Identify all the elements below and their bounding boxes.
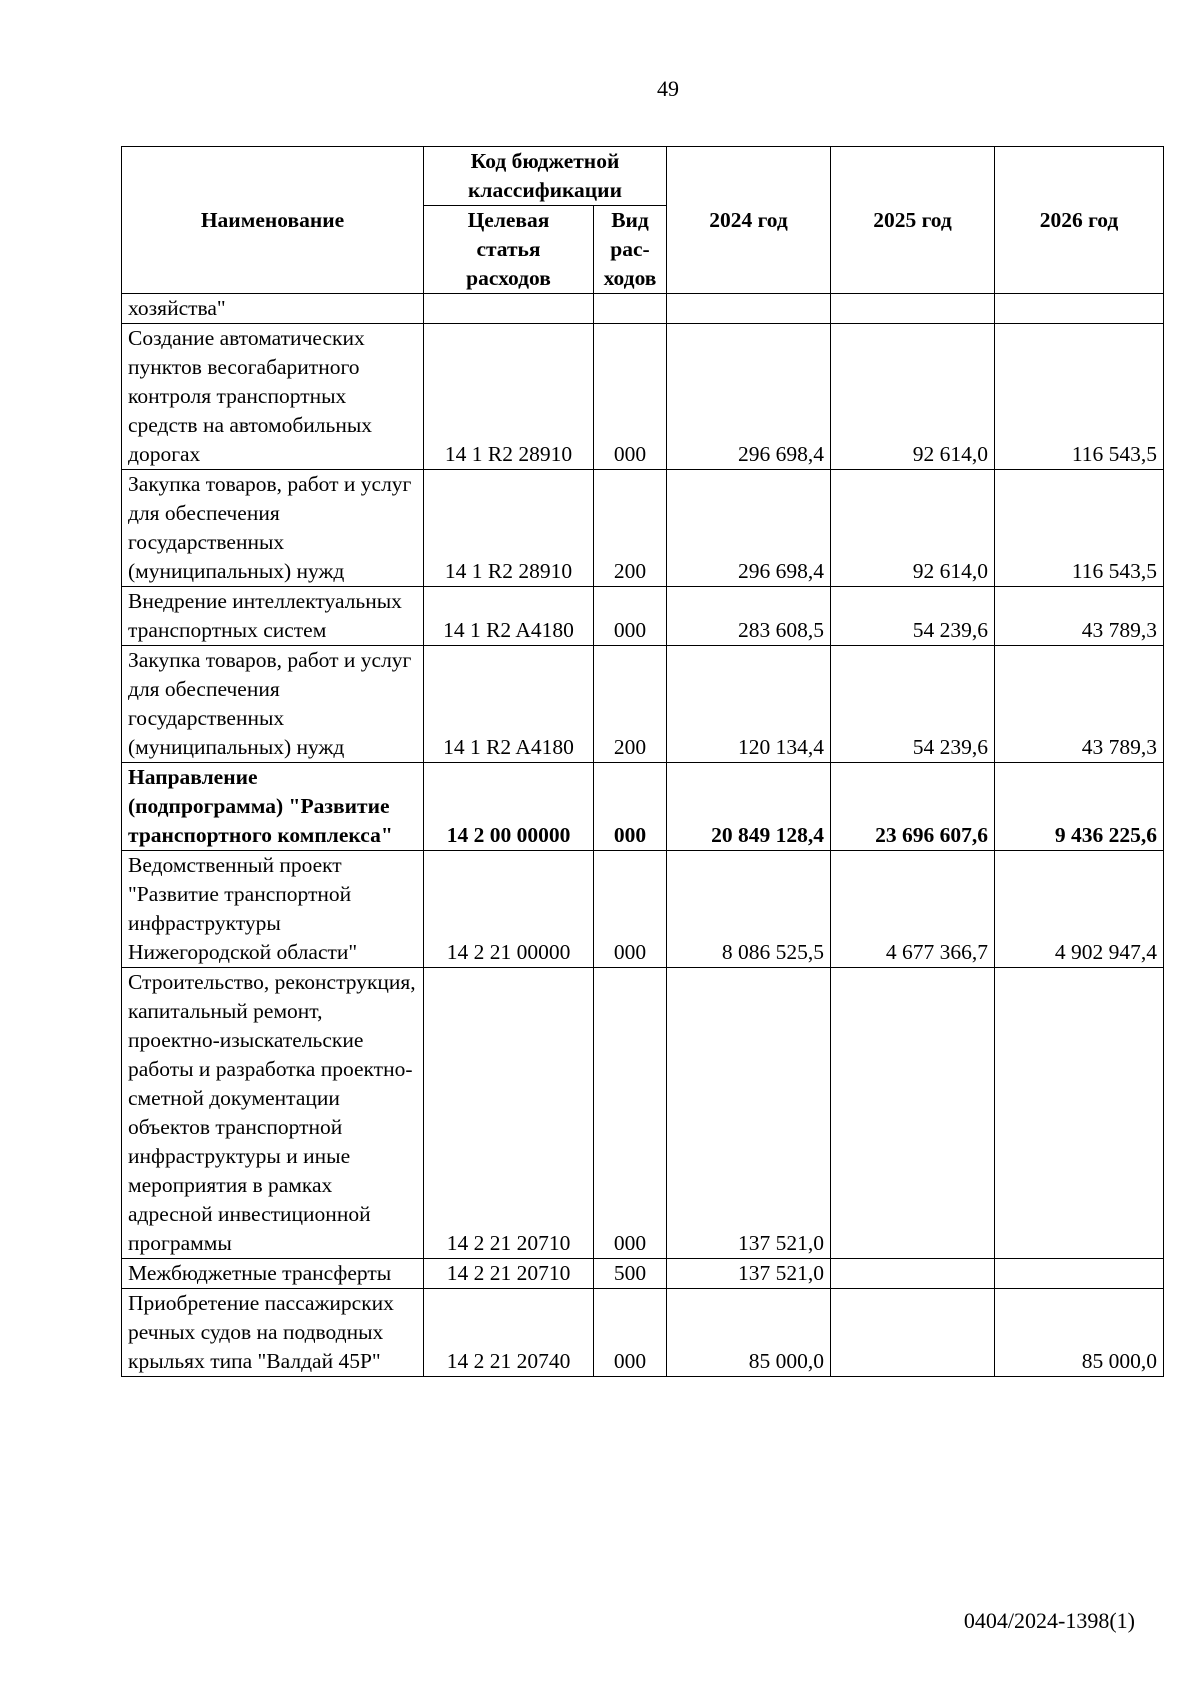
header-2024: 2024 год <box>667 147 831 294</box>
row-amount-2024: 296 698,4 <box>667 470 831 587</box>
table-row <box>122 294 1164 324</box>
row-amount-2026: 116 543,5 <box>995 324 1164 470</box>
row-name: Закупка товаров, работ и услуг для обеспечения государственных (муниципальных) нужд <box>122 646 424 763</box>
header-name: Наименование <box>122 147 424 294</box>
row-expense-kind <box>594 294 667 324</box>
table-row <box>122 1289 1164 1377</box>
row-target-article: 14 1 R2 A4180 <box>424 587 594 646</box>
row-amount-2026 <box>995 1259 1164 1289</box>
row-amount-2025: 92 614,0 <box>831 470 995 587</box>
header-2025: 2025 год <box>831 147 995 294</box>
header-code-group: Код бюджетной классификации <box>424 147 667 206</box>
row-expense-kind: 000 <box>594 324 667 470</box>
row-amount-2026: 116 543,5 <box>995 470 1164 587</box>
table-row <box>122 1259 1164 1289</box>
row-target-article <box>424 294 594 324</box>
row-amount-2024: 296 698,4 <box>667 324 831 470</box>
row-amount-2024: 120 134,4 <box>667 646 831 763</box>
row-name: Внедрение интеллектуальных транспортных систем <box>122 587 424 646</box>
document-id: 0404/2024-1398(1) <box>963 1608 1135 1633</box>
row-name: Строительство, реконструкция, капитальный ремонт, проектно-изыскательские работы и разработка проектно-сметной документации объектов транспортной инфраструктуры и иные мероприятия в рамках адресной инвестиционной программы <box>122 968 424 1259</box>
budget-table <box>121 146 1164 1377</box>
row-target-article: 14 2 21 20710 <box>424 1259 594 1289</box>
row-amount-2024: 137 521,0 <box>667 968 831 1259</box>
row-amount-2025 <box>831 294 995 324</box>
row-amount-2024: 85 000,0 <box>667 1289 831 1377</box>
row-amount-2024: 8 086 525,5 <box>667 851 831 968</box>
row-amount-2025: 23 696 607,6 <box>831 763 995 851</box>
row-amount-2026: 43 789,3 <box>995 646 1164 763</box>
row-name: Создание автоматических пунктов весогабаритного контроля транспортных средств на автомобильных дорогах <box>122 324 424 470</box>
table-row <box>122 470 1164 587</box>
row-name: Межбюджетные трансферты <box>122 1259 424 1289</box>
row-name: Направление (подпрограмма) "Развитие транспортного комплекса" <box>122 763 424 851</box>
table-row <box>122 968 1164 1259</box>
header-2026: 2026 год <box>995 147 1164 294</box>
row-expense-kind: 200 <box>594 470 667 587</box>
row-target-article: 14 1 R2 28910 <box>424 324 594 470</box>
row-target-article: 14 1 R2 A4180 <box>424 646 594 763</box>
row-target-article: 14 1 R2 28910 <box>424 470 594 587</box>
row-expense-kind: 000 <box>594 587 667 646</box>
row-amount-2024: 137 521,0 <box>667 1259 831 1289</box>
row-amount-2024: 283 608,5 <box>667 587 831 646</box>
row-target-article: 14 2 00 00000 <box>424 763 594 851</box>
page-number: 49 <box>657 76 679 101</box>
table-row <box>122 763 1164 851</box>
row-amount-2025 <box>831 968 995 1259</box>
row-amount-2026 <box>995 968 1164 1259</box>
row-amount-2026: 43 789,3 <box>995 587 1164 646</box>
row-expense-kind: 000 <box>594 1289 667 1377</box>
table-row <box>122 851 1164 968</box>
row-name: Закупка товаров, работ и услуг для обеспечения государственных (муниципальных) нужд <box>122 470 424 587</box>
row-amount-2025: 92 614,0 <box>831 324 995 470</box>
row-amount-2025: 54 239,6 <box>831 587 995 646</box>
row-expense-kind: 200 <box>594 646 667 763</box>
row-target-article: 14 2 21 20710 <box>424 968 594 1259</box>
row-amount-2025: 4 677 366,7 <box>831 851 995 968</box>
row-amount-2025 <box>831 1259 995 1289</box>
row-amount-2026: 85 000,0 <box>995 1289 1164 1377</box>
row-amount-2026: 9 436 225,6 <box>995 763 1164 851</box>
row-amount-2026: 4 902 947,4 <box>995 851 1164 968</box>
header-target-article: Целевая статья расходов <box>424 206 594 294</box>
row-amount-2024: 20 849 128,4 <box>667 763 831 851</box>
row-amount-2026 <box>995 294 1164 324</box>
row-expense-kind: 000 <box>594 851 667 968</box>
table-row <box>122 587 1164 646</box>
row-amount-2025 <box>831 1289 995 1377</box>
header-expense-kind: Вид рас-ходов <box>594 206 667 294</box>
row-target-article: 14 2 21 20740 <box>424 1289 594 1377</box>
row-amount-2024 <box>667 294 831 324</box>
table-body <box>122 294 1164 1377</box>
row-amount-2025: 54 239,6 <box>831 646 995 763</box>
row-name: хозяйства" <box>122 294 424 324</box>
table-row <box>122 646 1164 763</box>
row-name: Приобретение пассажирских речных судов на подводных крыльях типа "Валдай 45Р" <box>122 1289 424 1377</box>
row-expense-kind: 500 <box>594 1259 667 1289</box>
table-row <box>122 324 1164 470</box>
row-expense-kind: 000 <box>594 968 667 1259</box>
row-expense-kind: 000 <box>594 763 667 851</box>
row-name: Ведомственный проект "Развитие транспортной инфраструктуры Нижегородской области" <box>122 851 424 968</box>
row-target-article: 14 2 21 00000 <box>424 851 594 968</box>
